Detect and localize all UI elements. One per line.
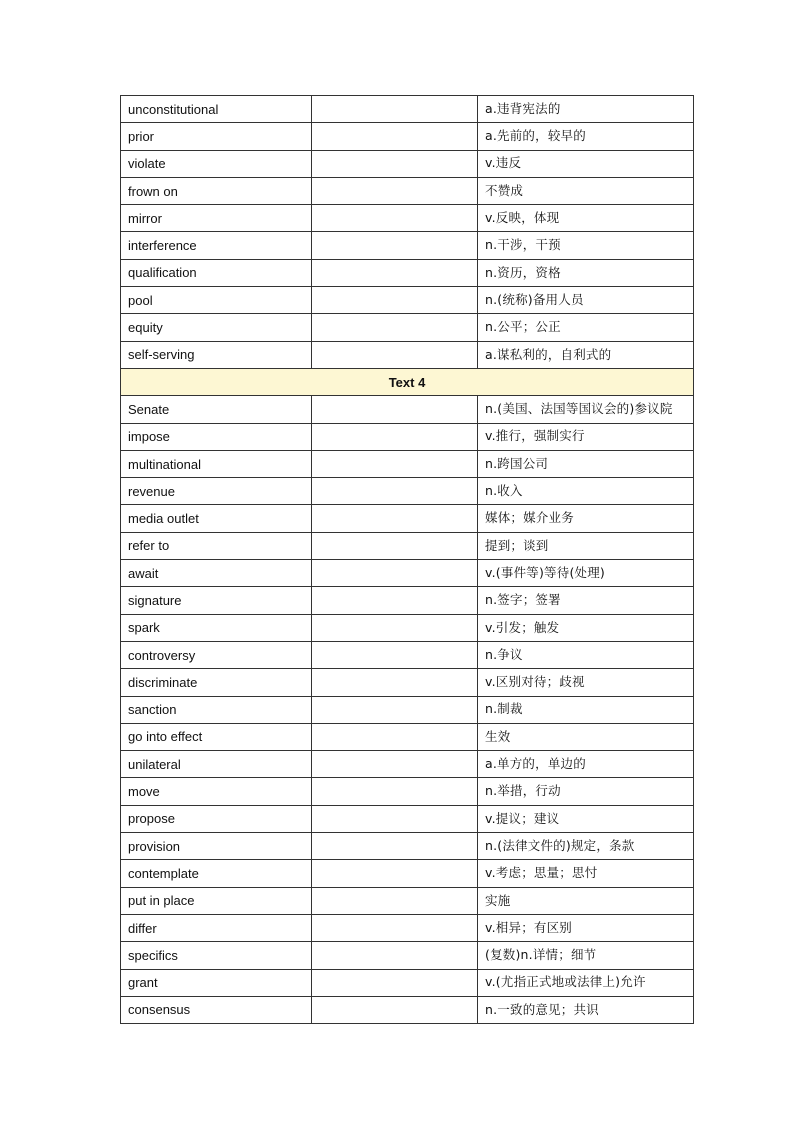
- vocab-row: [121, 560, 694, 587]
- vocab-definition: n.干涉，干预: [478, 232, 694, 259]
- vocab-row: [121, 96, 694, 123]
- vocab-blank-cell: [312, 287, 478, 314]
- vocab-blank-cell: [312, 450, 478, 477]
- vocab-definition: v.考虑；思量；思忖: [478, 860, 694, 887]
- vocab-blank-cell: [312, 860, 478, 887]
- vocab-row: [121, 341, 694, 368]
- vocab-row: [121, 805, 694, 832]
- vocab-definition: (复数)n.详情；细节: [478, 942, 694, 969]
- vocab-blank-cell: [312, 805, 478, 832]
- vocab-row: [121, 505, 694, 532]
- vocab-word: move: [121, 778, 312, 805]
- vocab-word: consensus: [121, 996, 312, 1023]
- vocab-row: [121, 778, 694, 805]
- vocab-row: [121, 887, 694, 914]
- vocab-blank-cell: [312, 996, 478, 1023]
- vocab-word: grant: [121, 969, 312, 996]
- vocab-word: propose: [121, 805, 312, 832]
- vocab-word: spark: [121, 614, 312, 641]
- vocab-word: self-serving: [121, 341, 312, 368]
- vocab-word: pool: [121, 287, 312, 314]
- vocab-word: discriminate: [121, 669, 312, 696]
- vocab-blank-cell: [312, 560, 478, 587]
- vocab-blank-cell: [312, 341, 478, 368]
- vocab-row: [121, 614, 694, 641]
- vocab-word: revenue: [121, 478, 312, 505]
- vocab-word: specifics: [121, 942, 312, 969]
- vocab-word: multinational: [121, 450, 312, 477]
- vocab-blank-cell: [312, 423, 478, 450]
- vocab-word: refer to: [121, 532, 312, 559]
- vocab-word: go into effect: [121, 723, 312, 750]
- vocab-definition: v.(尤指正式地或法律上)允许: [478, 969, 694, 996]
- vocab-definition: v.反映，体现: [478, 205, 694, 232]
- vocab-row: [121, 450, 694, 477]
- vocab-row: [121, 942, 694, 969]
- vocab-blank-cell: [312, 914, 478, 941]
- vocab-word: interference: [121, 232, 312, 259]
- vocab-word: put in place: [121, 887, 312, 914]
- vocab-definition: v.引发；触发: [478, 614, 694, 641]
- vocab-blank-cell: [312, 751, 478, 778]
- vocab-row: [121, 641, 694, 668]
- vocab-word: contemplate: [121, 860, 312, 887]
- vocab-definition: n.一致的意见；共识: [478, 996, 694, 1023]
- vocab-word: equity: [121, 314, 312, 341]
- vocab-blank-cell: [312, 396, 478, 423]
- vocab-word: frown on: [121, 177, 312, 204]
- vocab-word: qualification: [121, 259, 312, 286]
- vocab-definition: v.相异；有区别: [478, 914, 694, 941]
- vocab-row: [121, 696, 694, 723]
- vocab-blank-cell: [312, 969, 478, 996]
- vocab-blank-cell: [312, 723, 478, 750]
- vocab-blank-cell: [312, 532, 478, 559]
- vocab-blank-cell: [312, 669, 478, 696]
- vocab-definition: v.区别对待；歧视: [478, 669, 694, 696]
- vocab-row: [121, 587, 694, 614]
- vocab-row: [121, 532, 694, 559]
- vocab-blank-cell: [312, 778, 478, 805]
- vocab-row: [121, 259, 694, 286]
- vocab-definition: n.公平；公正: [478, 314, 694, 341]
- vocab-blank-cell: [312, 205, 478, 232]
- vocab-row: [121, 723, 694, 750]
- vocab-blank-cell: [312, 587, 478, 614]
- vocab-blank-cell: [312, 232, 478, 259]
- vocab-row: [121, 969, 694, 996]
- vocab-blank-cell: [312, 150, 478, 177]
- vocab-definition: n.资历，资格: [478, 259, 694, 286]
- vocab-row: [121, 423, 694, 450]
- section-header-row: [121, 368, 694, 395]
- vocabulary-table: [120, 95, 694, 1024]
- vocab-definition: 提到；谈到: [478, 532, 694, 559]
- vocab-word: unconstitutional: [121, 96, 312, 123]
- vocab-row: [121, 177, 694, 204]
- vocab-word: media outlet: [121, 505, 312, 532]
- vocab-word: differ: [121, 914, 312, 941]
- vocab-definition: n.争议: [478, 641, 694, 668]
- vocab-word: impose: [121, 423, 312, 450]
- vocab-blank-cell: [312, 614, 478, 641]
- vocab-row: [121, 751, 694, 778]
- vocab-row: [121, 396, 694, 423]
- vocab-word: sanction: [121, 696, 312, 723]
- vocab-row: [121, 914, 694, 941]
- vocab-row: [121, 150, 694, 177]
- vocab-blank-cell: [312, 123, 478, 150]
- vocab-word: Senate: [121, 396, 312, 423]
- vocab-word: unilateral: [121, 751, 312, 778]
- vocab-word: provision: [121, 833, 312, 860]
- vocab-blank-cell: [312, 478, 478, 505]
- vocab-row: [121, 478, 694, 505]
- vocab-definition: n.(美国、法国等国议会的)参议院: [478, 396, 694, 423]
- vocab-definition: v.推行，强制实行: [478, 423, 694, 450]
- vocab-word: controversy: [121, 641, 312, 668]
- vocab-definition: v.违反: [478, 150, 694, 177]
- vocab-definition: v.(事件等)等待(处理): [478, 560, 694, 587]
- vocab-word: signature: [121, 587, 312, 614]
- vocab-definition: n.签字；签署: [478, 587, 694, 614]
- vocab-definition: 实施: [478, 887, 694, 914]
- vocab-definition: 生效: [478, 723, 694, 750]
- vocab-blank-cell: [312, 259, 478, 286]
- vocab-blank-cell: [312, 505, 478, 532]
- vocab-definition: n.(统称)备用人员: [478, 287, 694, 314]
- vocab-blank-cell: [312, 641, 478, 668]
- vocab-definition: 不赞成: [478, 177, 694, 204]
- vocab-word: violate: [121, 150, 312, 177]
- vocab-word: await: [121, 560, 312, 587]
- vocab-definition: n.收入: [478, 478, 694, 505]
- vocab-definition: a.单方的，单边的: [478, 751, 694, 778]
- vocab-definition: a.违背宪法的: [478, 96, 694, 123]
- vocab-word: mirror: [121, 205, 312, 232]
- vocab-blank-cell: [312, 96, 478, 123]
- vocab-definition: n.制裁: [478, 696, 694, 723]
- vocab-row: [121, 232, 694, 259]
- vocab-row: [121, 287, 694, 314]
- vocab-blank-cell: [312, 696, 478, 723]
- vocab-blank-cell: [312, 887, 478, 914]
- vocab-blank-cell: [312, 314, 478, 341]
- vocab-row: [121, 123, 694, 150]
- vocab-word: prior: [121, 123, 312, 150]
- vocab-blank-cell: [312, 177, 478, 204]
- section-title: Text 4: [121, 368, 694, 395]
- vocab-row: [121, 314, 694, 341]
- vocab-definition: n.举措，行动: [478, 778, 694, 805]
- vocab-definition: a.先前的，较早的: [478, 123, 694, 150]
- vocab-definition: n.(法律文件的)规定，条款: [478, 833, 694, 860]
- vocab-row: [121, 669, 694, 696]
- vocab-blank-cell: [312, 942, 478, 969]
- vocab-definition: 媒体；媒介业务: [478, 505, 694, 532]
- vocab-definition: a.谋私利的，自利式的: [478, 341, 694, 368]
- vocab-row: [121, 996, 694, 1023]
- vocab-definition: n.跨国公司: [478, 450, 694, 477]
- vocab-blank-cell: [312, 833, 478, 860]
- vocab-row: [121, 205, 694, 232]
- vocabulary-table-body: [121, 96, 694, 1024]
- vocab-row: [121, 860, 694, 887]
- vocab-definition: v.提议；建议: [478, 805, 694, 832]
- vocab-row: [121, 833, 694, 860]
